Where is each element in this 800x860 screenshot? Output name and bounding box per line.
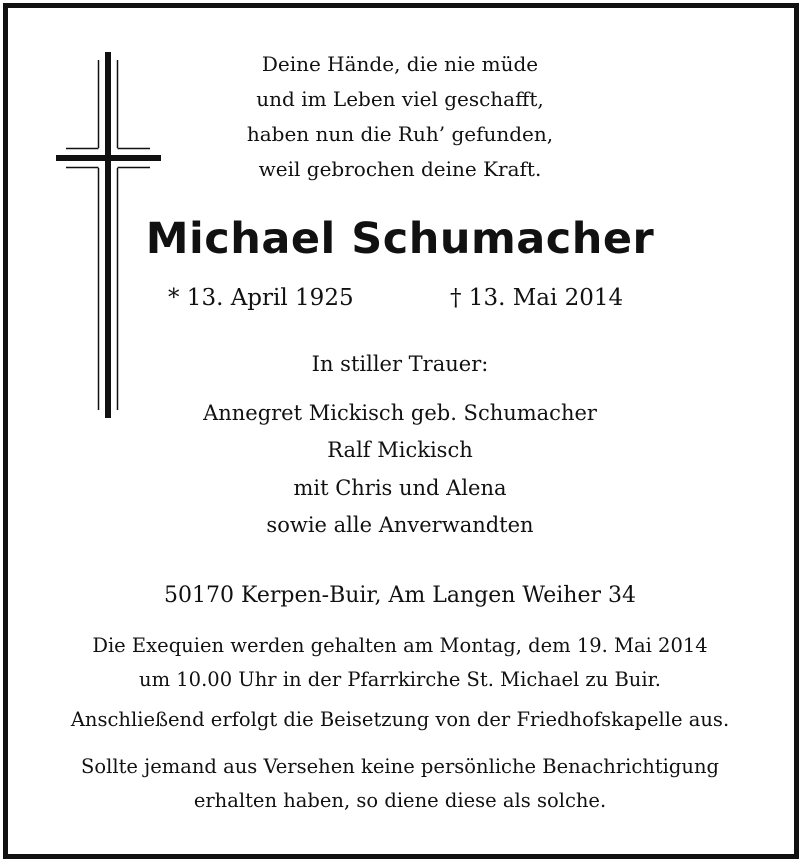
deceased-name: Michael Schumacher [145, 214, 655, 264]
mourner-4: sowie alle Anverwandten [266, 513, 534, 537]
mourner-1: Annegret Mickisch geb. Schumacher [203, 401, 597, 425]
poem-line-4: weil gebrochen deine Kraft. [258, 157, 542, 181]
exequies-line-1: Die Exequien werden gehalten am Montag, dem 19. Mai 2014 [92, 634, 708, 657]
poem-line-1: Deine Hände, die nie müde [261, 52, 539, 76]
mourner-3: mit Chris und Alena [293, 476, 507, 500]
mourner-2: Ralf Mickisch [327, 438, 473, 462]
poem-line-2: und im Leben viel geschafft, [256, 87, 544, 111]
birth-date: * 13. April 1925 [168, 285, 354, 311]
death-date: † 13. Mai 2014 [450, 285, 624, 311]
notice-line-2: erhalten haben, so diene diese als solche. [193, 789, 607, 812]
address: 50170 Kerpen-Buir, Am Langen Weiher 34 [164, 583, 636, 608]
exequies-line-2: um 10.00 Uhr in der Pfarrkirche St. Michael zu Buir. [139, 668, 661, 691]
mourning-heading: In stiller Trauer: [311, 352, 489, 376]
notice-line-1: Sollte jemand aus Versehen keine persönliche Benachrichtigung [81, 755, 719, 778]
burial-notice: Anschließend erfolgt die Beisetzung von der Friedhofskapelle aus. [70, 708, 730, 731]
poem-line-3: haben nun die Ruh’ gefunden, [246, 122, 554, 146]
